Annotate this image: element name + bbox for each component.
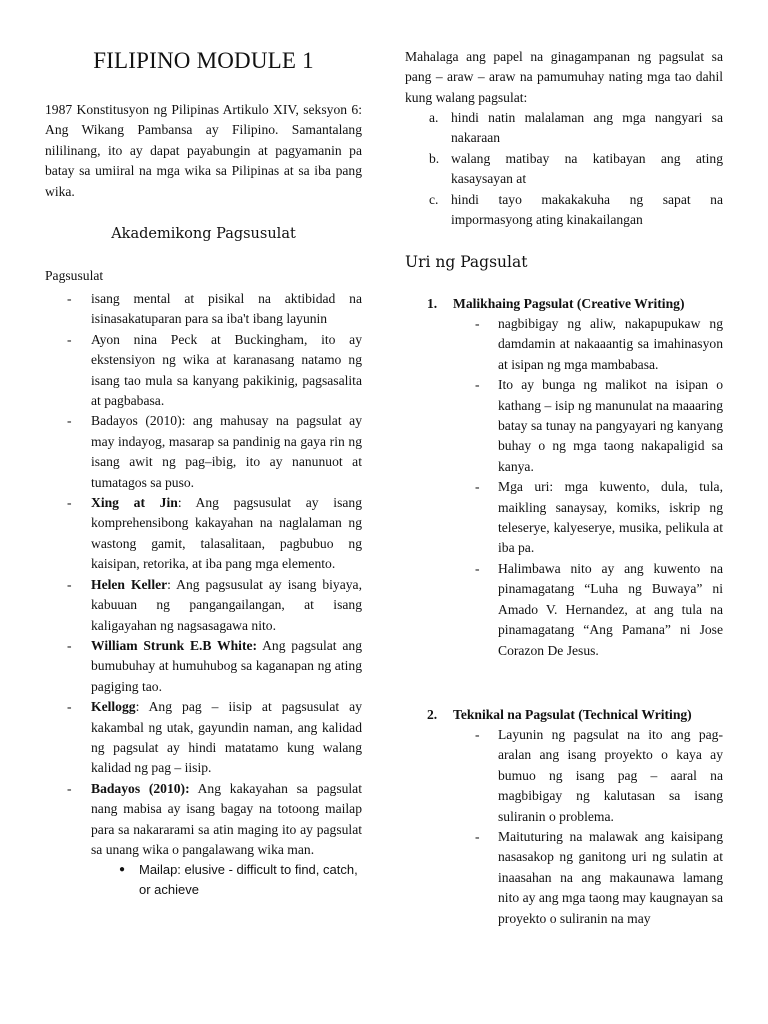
definition-list [45,289,362,860]
alpha-marker: b. [429,150,440,166]
sub-bullet-list [115,860,362,900]
list-item [405,314,723,375]
list-item [45,697,362,779]
importance-list [405,108,723,230]
writing-type-heading [405,296,723,312]
list-item [405,108,723,149]
definition-text: Ang pagsulat ang bumubuhay at humuhubog sa kaganapan ng ating pagiging tao. [91,637,362,694]
alpha-marker: c. [429,191,439,207]
page-title: FILIPINO MODULE 1 [93,48,314,73]
alpha-text: walang matibay na katibayan ang ating kasaysayan at [451,150,723,187]
list-item [45,575,362,636]
definition-text: : Ang pag – iisip at pagsusulat ay kakambal ng utak, gayundin naman, ang kalidad ng pagsulat ay hindi matatamo kung walang kalidad ng pag – iisip. [91,699,362,776]
definition-text: Ayon nina Peck at Buckingham, ito ay ekstensiyon ng wika at karanasang natamo ng isang tao mula sa kanyang pakikinig, pagsasalita at pagbabasa. [91,331,362,409]
type-item-text: Halimbawa nito ay ang kuwento na pinamagatang “Luha ng Buwaya” ni Amado V. Hernandez, at ang tula na pinamagatang “Ang Pamana” ni Jose Corazon De Jesus. [498,560,723,658]
dash-marker: - [67,637,72,653]
definition-author: William Strunk E.B White: [91,637,258,653]
alpha-marker: a. [429,110,439,125]
bullet-icon: ● [119,864,126,876]
definition-author: Xing at Jin [91,495,178,511]
alpha-text: hindi natin malalaman ang mga nangyari sa nakaraan [451,110,723,146]
type-item-text: Ito ay bunga ng malikot na isipan o kathang – isip ng manunulat na maaaring batay sa tunay na pangyayari ng kanyang buhay o ng mga taong nakapaligid sa kanya. [498,377,723,474]
definition-text: : Ang pagsusulat ay isang biyaya, kabuuan ng pangangailangan, at isang kaligayahan ng nagsasagawa nito. [91,576,362,633]
dash-marker: - [475,560,480,576]
sub-bullet-text: Mailap: elusive - difficult to find, catch, or achieve [139,862,358,898]
dash-marker: - [67,495,72,511]
pagsusulat-definitions [45,289,362,900]
dash-marker: - [475,727,480,742]
writing-type-2 [405,707,723,929]
definition-author: Badayos (2010): [91,780,190,796]
dash-marker: - [475,479,480,495]
dash-marker: - [475,377,480,393]
dash-marker: - [67,780,72,796]
list-item [45,289,362,330]
type-item-text: Layunin ng pagsulat na ito ang pag-aralan ang isang proyekto o kaya ay bumuo ng isang pag – aaral na magbibigay ng kalutasan sa isang suliranin o problema. [498,727,723,824]
type-item-text: Maituturing na malawak ang kaisipang nasasakop ng ganitong uri ng sulatin at inaasahan na ang makaunawa lamang nito ay ang mga taong may kaugnayan sa proyekto o suliranin na may [498,829,723,926]
writing-type-1 [405,296,723,661]
list-item [405,559,723,661]
list-item [45,636,362,697]
list-item [405,149,723,190]
list-item [405,827,723,929]
list-item [45,411,362,493]
section-heading-uri: Uri ng Pagsulat [405,253,528,271]
list-item [45,493,362,575]
right-intro-paragraph: Mahalaga ang papel na ginagampanan ng pagsulat sa pang – araw – araw na pamumuhay nating mga tao dahil kung walang pagsulat: [405,49,723,105]
dash-marker: - [67,331,72,347]
definition-author: Kellogg [91,699,136,715]
section-heading-akademikong: Akademikong Pagsusulat [111,226,296,242]
dash-marker: - [475,316,480,331]
type-number: 1. [427,296,438,311]
list-item [45,779,362,861]
definition-text: isang mental at pisikal na aktibidad na isinasakatuparan para sa iba't ibang layunin [91,291,362,327]
dash-marker: - [67,576,72,592]
list-item [115,860,362,900]
type-item-text: nagbibigay ng aliw, nakapupukaw ng damdamin at nakaaantig sa imahinasyon at isipan ng mga mambabasa. [498,316,723,372]
type-title: Teknikal na Pagsulat (Technical Writing) [453,707,692,722]
dash-marker: - [67,291,72,306]
definition-text: Ang kakayahan sa pagsulat nang mabisa ay isang bagay na totoong mailap para sa nakararami sa atin maging ito ay pagsulat sa unang wika o pangalawang wika man. [91,780,362,857]
type-item-text: Mga uri: mga kuwento, dula, tula, maikling sanaysay, komiks, iskrip ng teleserye, kalyeserye, musika, pelikula at iba pa. [498,479,723,556]
definition-text: : Ang pagsusulat ay isang komprehensibong kakayahan na naglalaman ng wastong gamit, talasalitaan, pagbubuo ng kaisipan, retorika, at iba pang mga elemento. [91,495,362,572]
list-item [45,330,362,412]
definition-text: Badayos (2010): ang mahusay na pagsulat ay may indayog, masarap sa pandinig na gaya rin ng isang awit ng pag–ibig, ito ay nanunuot at tumatagos sa puso. [91,413,362,490]
intro-paragraph: 1987 Konstitusyon ng Pilipinas Artikulo XIV, seksyon 6: Ang Wikang Pambansa ay Filipino. Samantalang nililinang, ito ay dapat payabungin at pagyamanin pa batay sa umiiral na mga wika sa Pilipinas at sa iba pang wika. [45,102,362,199]
dash-marker: - [67,413,72,429]
dash-marker: - [475,829,480,845]
writing-type-heading [405,707,723,723]
pagsusulat-label: Pagsusulat [45,268,104,283]
type-title: Malikhaing Pagsulat (Creative Writing) [453,296,685,311]
dash-marker: - [67,699,72,715]
type-2-list [405,725,723,929]
definition-author: Helen Keller [91,576,168,592]
list-item [405,190,723,231]
list-item [405,725,723,827]
type-number: 2. [427,707,438,722]
type-1-list [405,314,723,661]
sub-bullet-wrap [115,860,362,900]
alpha-text: hindi tayo makakakuha ng sapat na impormasyong ating kinakailangan [451,191,723,228]
list-item [405,375,723,477]
list-item [405,477,723,559]
